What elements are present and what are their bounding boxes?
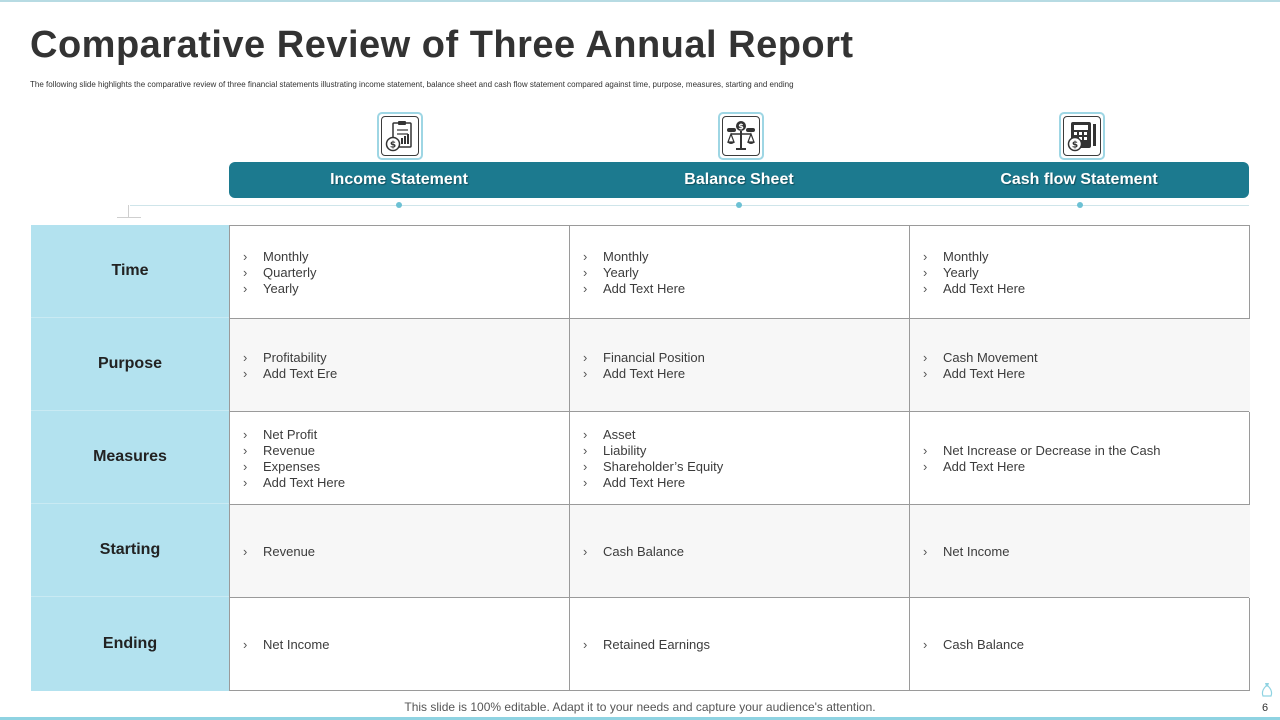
chevron-right-icon: › (243, 458, 248, 474)
list-item-text: Net Profit (263, 426, 318, 442)
chevron-right-icon: › (583, 458, 588, 474)
chevron-right-icon: › (583, 636, 588, 652)
row-divider (230, 318, 1249, 319)
chevron-right-icon: › (583, 248, 588, 264)
list-item-text: Add Text Here (603, 280, 686, 296)
list-item-text: Retained Earnings (603, 636, 710, 652)
list-item (583, 265, 910, 281)
list-item-text: Yearly (603, 264, 639, 280)
row-label-measures: Measures (31, 411, 229, 504)
chevron-right-icon: › (923, 280, 928, 296)
list-item (923, 544, 1250, 560)
chevron-right-icon: › (583, 426, 588, 442)
list-item (923, 366, 1250, 382)
table-cell (230, 412, 570, 505)
list-item-text: Add Text Here (603, 474, 686, 490)
page-number: 6 (1262, 702, 1269, 714)
scale-dollar-icon (718, 112, 764, 160)
list-item-text: Cash Balance (943, 636, 1024, 652)
list-item (583, 475, 910, 491)
chevron-right-icon: › (583, 280, 588, 296)
column-divider (909, 226, 910, 690)
list-item-text: Yearly (263, 280, 299, 296)
list-item-text: Cash Balance (603, 543, 684, 559)
calculator-dollar-icon (1059, 112, 1105, 160)
list-item-text: Add Text Here (943, 458, 1026, 474)
list-item (243, 459, 570, 475)
list-item (583, 350, 910, 366)
list-item (243, 544, 570, 560)
list-item (923, 281, 1250, 297)
list-item (923, 637, 1250, 653)
table-cell (230, 505, 570, 598)
list-item (243, 443, 570, 459)
table-cell (230, 598, 570, 691)
svg-text:$: $ (1071, 140, 1079, 151)
chevron-right-icon: › (923, 458, 928, 474)
chevron-right-icon: › (923, 543, 928, 559)
chevron-right-icon: › (583, 442, 588, 458)
chevron-right-icon: › (243, 280, 248, 296)
list-item (923, 443, 1250, 459)
table-cell (910, 505, 1250, 598)
list-item (583, 366, 910, 382)
chevron-right-icon: › (583, 264, 588, 280)
row-label-column (31, 225, 229, 691)
chevron-right-icon: › (923, 636, 928, 652)
row-label-time: Time (31, 225, 229, 318)
connector-dot (736, 202, 742, 208)
list-item-text: Monthly (263, 248, 309, 264)
table-cell (570, 412, 910, 505)
column-header-income-statement: Income Statement (330, 171, 468, 188)
row-divider (230, 411, 1249, 412)
list-item (243, 637, 570, 653)
list-item (243, 265, 570, 281)
list-item-text: Add Text Ere (263, 365, 338, 381)
table-cell (570, 505, 910, 598)
connector-foot (117, 217, 141, 218)
row-label-ending: Ending (102, 634, 158, 652)
chevron-right-icon: › (923, 264, 928, 280)
list-item-text: Cash Movement (943, 349, 1038, 365)
table-cell (570, 226, 910, 319)
svg-text:$: $ (738, 122, 744, 131)
list-item (583, 443, 910, 459)
connector-dot (1077, 202, 1083, 208)
list-item-text: Quarterly (263, 264, 317, 280)
list-item (243, 475, 570, 491)
table-cell (230, 319, 570, 412)
list-item (583, 281, 910, 297)
list-item-text: Financial Position (603, 349, 705, 365)
list-item-text: Revenue (263, 543, 316, 559)
list-item (583, 249, 910, 265)
chevron-right-icon: › (583, 543, 588, 559)
list-item-text: Net Increase or Decrease in the Cash (943, 442, 1161, 458)
list-item-text: Add Text Here (943, 280, 1026, 296)
list-item (923, 350, 1250, 366)
chevron-right-icon: › (243, 442, 248, 458)
chevron-right-icon: › (923, 248, 928, 264)
chevron-right-icon: › (923, 365, 928, 381)
column-header-balance-sheet: Balance Sheet (684, 171, 794, 188)
list-item (243, 281, 570, 297)
list-item-text: Asset (603, 426, 636, 442)
chevron-right-icon: › (923, 442, 928, 458)
list-item-text: Profitability (263, 349, 327, 365)
chevron-right-icon: › (243, 248, 248, 264)
table-cell (910, 226, 1250, 319)
list-item-text: Add Text Here (263, 474, 346, 490)
list-item (923, 265, 1250, 281)
table-cell (910, 319, 1250, 412)
chevron-right-icon: › (243, 349, 248, 365)
list-item (923, 249, 1250, 265)
chevron-right-icon: › (243, 543, 248, 559)
chevron-right-icon: › (243, 365, 248, 381)
list-item-text: Expenses (263, 458, 321, 474)
list-item (583, 637, 910, 653)
connector-dot (396, 202, 402, 208)
chevron-right-icon: › (583, 365, 588, 381)
list-item (243, 249, 570, 265)
table-cell (910, 598, 1250, 691)
row-divider (230, 597, 1249, 598)
list-item-text: Add Text Here (943, 365, 1026, 381)
clipboard-dollar-icon (377, 112, 423, 160)
slide-title: Comparative Review of Three Annual Report (30, 24, 854, 66)
list-item-text: Monthly (603, 248, 649, 264)
list-item (243, 427, 570, 443)
chevron-right-icon: › (583, 349, 588, 365)
comparison-table (229, 225, 1250, 691)
list-item-text: Liability (603, 442, 647, 458)
list-item (243, 366, 570, 382)
svg-text:$: $ (389, 140, 397, 151)
list-item (583, 544, 910, 560)
list-item-text: Revenue (263, 442, 316, 458)
chevron-right-icon: › (243, 264, 248, 280)
row-label-purpose: Purpose (31, 318, 229, 411)
table-cell (910, 412, 1250, 505)
slide-footer: This slide is 100% editable. Adapt it to your needs and capture your audience's attention. (404, 700, 876, 714)
list-item-text: Yearly (943, 264, 979, 280)
list-item (243, 350, 570, 366)
list-item (583, 459, 910, 475)
list-item-text: Add Text Here (603, 365, 686, 381)
slide-subtitle: The following slide highlights the comparative review of three financial statements illustrating income statement, balance sheet and cash flow statement compared against time, purpose, measures, starting and ending (30, 80, 794, 89)
column-header-bar (229, 162, 1249, 198)
connector-drop (128, 205, 129, 217)
list-item-text: Monthly (943, 248, 989, 264)
chevron-right-icon: › (583, 474, 588, 490)
column-header-cash-flow-statement: Cash flow Statement (1000, 171, 1158, 188)
list-item (923, 459, 1250, 475)
chevron-right-icon: › (923, 349, 928, 365)
row-label-starting: Starting (31, 504, 229, 597)
table-cell (570, 319, 910, 412)
list-item-text: Net Income (943, 543, 1010, 559)
top-rule (0, 0, 1280, 2)
table-cell (230, 226, 570, 319)
list-item-text: Net Income (263, 636, 330, 652)
chevron-right-icon: › (243, 426, 248, 442)
row-divider (230, 504, 1249, 505)
chevron-right-icon: › (243, 474, 248, 490)
list-item (583, 427, 910, 443)
chevron-right-icon: › (243, 636, 248, 652)
list-item-text: Shareholder’s Equity (603, 458, 724, 474)
money-bag-icon (1261, 682, 1273, 698)
table-cell (570, 598, 910, 691)
column-divider (569, 226, 570, 690)
